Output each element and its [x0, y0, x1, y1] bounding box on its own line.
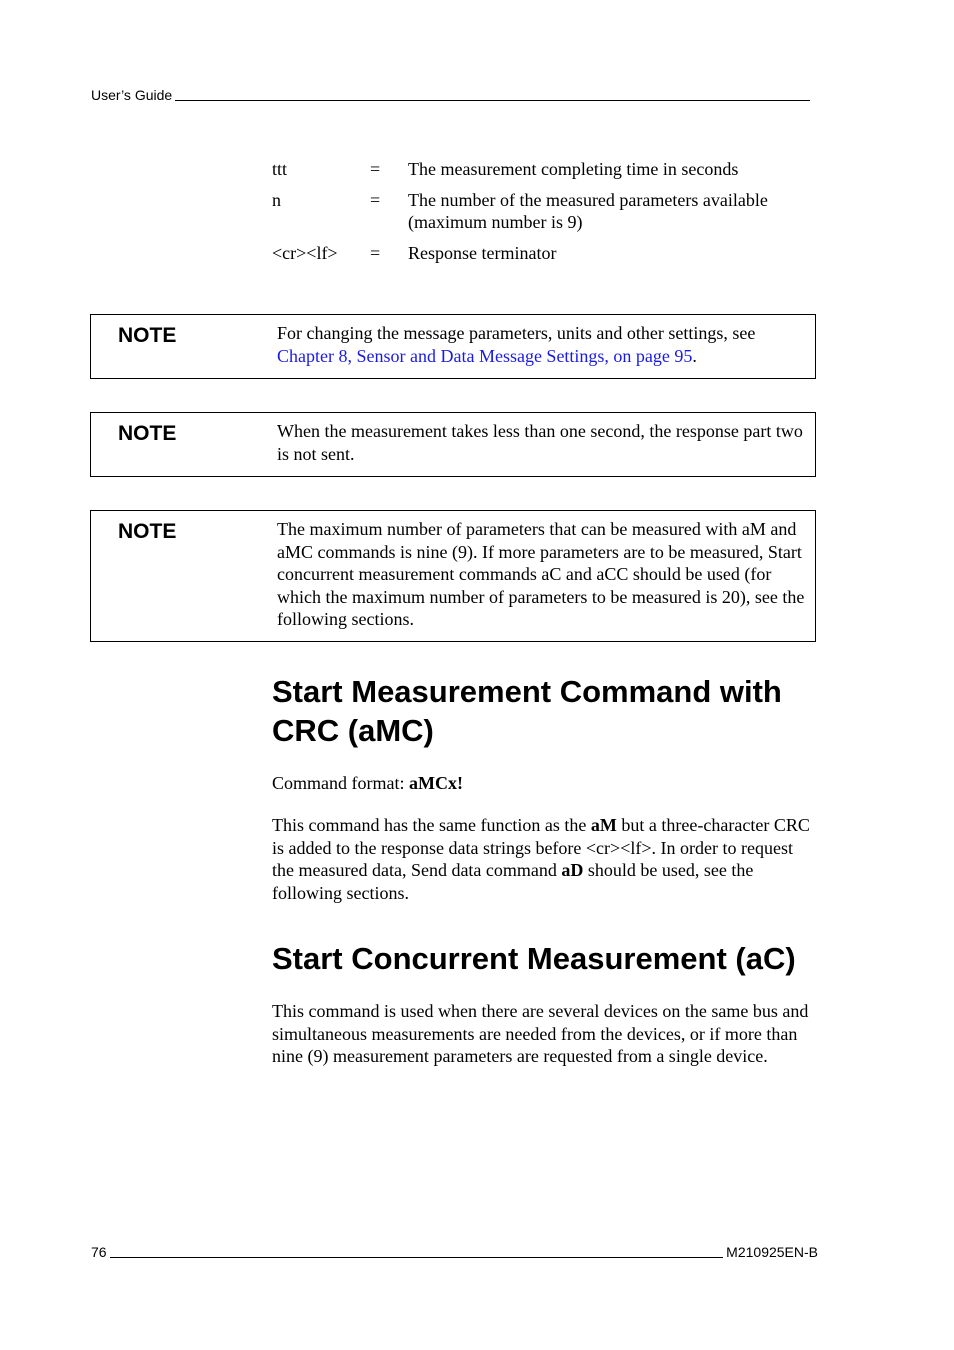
- paragraph-bold: aM: [590, 815, 617, 835]
- definition-equals: =: [370, 190, 381, 210]
- definition-description: Response terminator: [408, 243, 557, 263]
- note-text: When the measurement takes less than one second, the response part two is not sent.: [277, 421, 803, 464]
- definition-term: ttt: [272, 159, 288, 179]
- paragraph-text: but a three-character CRC is added to the response data strings before <cr><lf>. In order to request the measured data, Send data command: [272, 815, 810, 880]
- section-paragraph: This command is used when there are several devices on the same bus and simultaneous measurements are needed from the devices, or if more than nine (9) measurement parameters are requested from a single device.: [272, 1001, 809, 1066]
- definition-description-line: (maximum number is 9): [408, 212, 583, 232]
- note-label: NOTE: [118, 422, 177, 445]
- note-text-end: .: [692, 345, 697, 366]
- command-format-label: Command format:: [272, 773, 409, 793]
- definition-term: n: [272, 190, 281, 210]
- section-heading: Start Measurement Command with CRC (aMC): [272, 674, 782, 748]
- header-title: User’s Guide: [91, 87, 173, 103]
- note-box: [90, 412, 816, 477]
- note-box: [90, 314, 816, 379]
- command-format: [272, 772, 818, 795]
- note-text-body: For changing the message parameters, units and other settings, see: [277, 323, 756, 343]
- document-id: M210925EN-B: [726, 1244, 818, 1260]
- definition-description-line: The number of the measured parameters available: [408, 190, 768, 210]
- definition-list: [272, 158, 818, 273]
- definition-equals: =: [370, 159, 381, 179]
- footer-rule: [110, 1257, 724, 1258]
- section-heading: Start Concurrent Measurement (aC): [272, 941, 796, 976]
- definition-row: [272, 242, 818, 264]
- page-footer: [91, 1244, 818, 1260]
- definition-row: [272, 158, 818, 180]
- note-label: NOTE: [118, 520, 177, 543]
- chapter-link[interactable]: Chapter 8, Sensor and Data Message Settings, on page 95: [277, 345, 693, 366]
- note-label: NOTE: [118, 324, 177, 347]
- paragraph-bold: aD: [561, 860, 584, 880]
- paragraph-text: should be used, see the following sections.: [272, 860, 754, 903]
- section-paragraph: [272, 814, 818, 904]
- page-header: [91, 87, 818, 103]
- definition-equals: =: [370, 243, 381, 263]
- command-format-value: aMCx!: [408, 773, 463, 793]
- note-text: The maximum number of parameters that can be measured with aM and aMC commands is nine (9). If more parameters are to be measured, Start concurrent measurement commands aC and aCC should be used (for which the maximum number of parameters to be measured is 20), see the following sections.: [277, 519, 805, 629]
- note-box: [90, 510, 816, 642]
- definition-term: <cr><lf>: [272, 243, 338, 263]
- paragraph-text: This command has the same function as the: [272, 815, 591, 835]
- page-number: 76: [91, 1244, 107, 1260]
- note-text: [277, 315, 815, 378]
- definition-description: [408, 189, 818, 233]
- definition-description: The measurement completing time in seconds: [408, 159, 739, 179]
- header-rule: [175, 100, 810, 101]
- definition-row: [272, 189, 818, 233]
